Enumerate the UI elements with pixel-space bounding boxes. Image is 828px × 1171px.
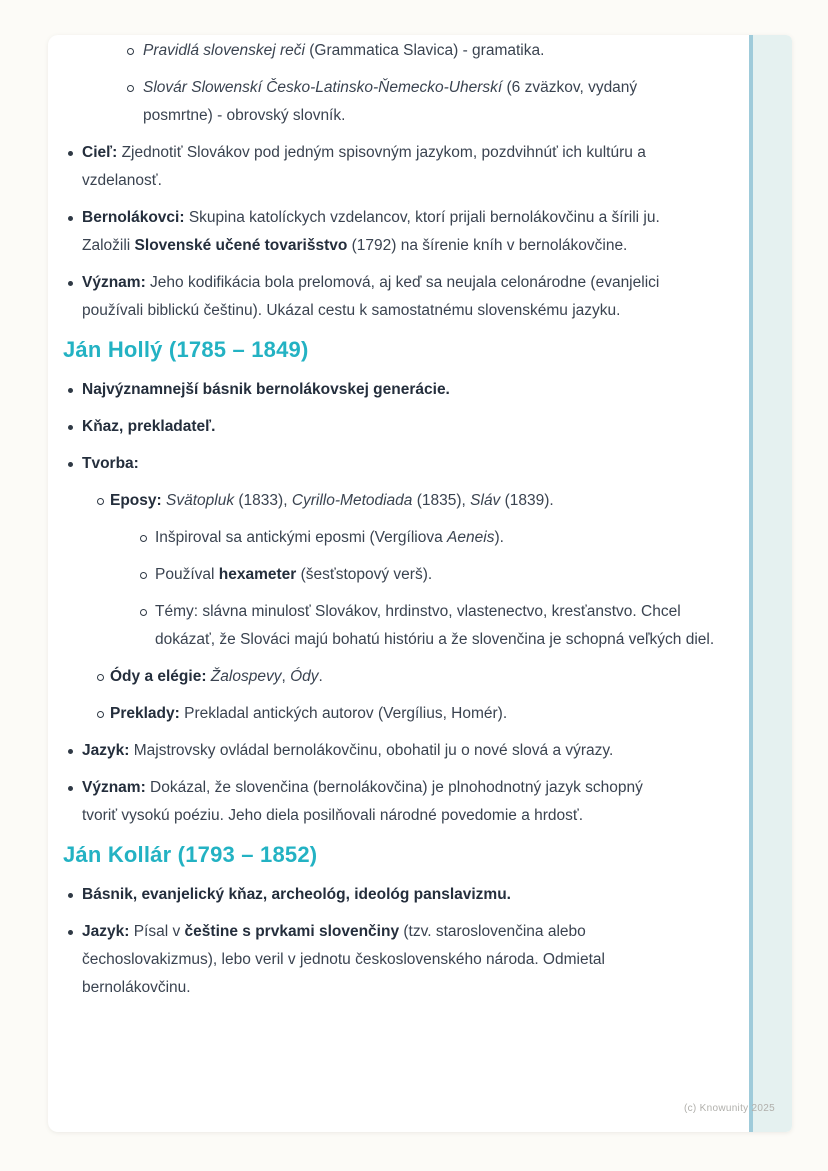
section-heading: Ján Hollý (1785 – 1849) [63,337,309,362]
list-item-text: Význam: Dokázal, že slovenčina (bernolákovčina) je plnohodnotný jazyk schopný tvoriť vysokú poéziu. Jeho diela posilňovali národné povedomie a hrdosť. [82,779,643,824]
bullet-dot-icon [68,774,82,791]
document-content [48,35,749,1011]
bullet-circle-icon [140,561,155,579]
accent-strip [749,35,792,1132]
bullet-circle-icon [127,74,143,92]
list-item-text: Ódy a elégie: Žalospevy, Ódy. [110,668,323,685]
list-item-text: Preklady: Prekladal antických autorov (Vergílius, Homér). [110,705,508,722]
list-item-text: Tvorba: [82,455,139,472]
list-item-text: Význam: Jeho kodifikácia bola prelomová, aj keď sa neujala celonárodne (evanjelici používali biblickú češtinu). Ukázal cestu k samostatnému slovenskému jazyku. [82,274,660,319]
bullet-dot-icon [68,918,82,935]
bullet-dot-icon [68,413,82,430]
list-item-text: Slovár Slowenskí Česko-Latinsko-Ňemecko-Uherskí (6 zväzkov, vydaný posmrtne) - obrovský slovník. [143,79,638,124]
list-item-text: Témy: slávna minulosť Slovákov, hrdinstvo, vlastenectvo, kresťanstvo. Chcel dokázať, že Slováci majú bohatú históriu a že slovenčina je schopná veľkých diel. [155,603,715,648]
bullet-dot-icon [68,450,82,467]
bullet-dot-icon [68,139,82,156]
list-item [48,204,749,260]
list-item-text: Jazyk: Majstrovsky ovládal bernolákovčinu, obohatil ju o nové slová a výrazy. [82,742,614,759]
list-item [48,269,749,325]
bullet-circle-icon [97,487,110,505]
bullet-circle-icon [97,663,110,681]
list-item [48,524,749,552]
section-heading: Ján Kollár (1793 – 1852) [63,842,318,867]
list-item-text: Kňaz, prekladateľ. [82,418,216,435]
bullet-dot-icon [68,737,82,754]
bullet-circle-icon [127,37,143,55]
list-item [48,881,749,909]
document-page [48,35,792,1132]
list-item [48,37,749,65]
list-item-text: Bernolákovci: Skupina katolíckych vzdelancov, ktorí prijali bernolákovčinu a šírili ju. Založili Slovenské učené tovarišstvo (1792) na šírenie kníh v bernolákovčine. [82,209,660,254]
footer-credit: (c) Knowunity 2025 [683,1103,775,1114]
list-item [48,376,749,404]
list-item-text: Inšpiroval sa antickými eposmi (Vergíliova Aeneis). [155,529,504,546]
list-item-text: Cieľ: Zjednotiť Slovákov pod jedným spisovným jazykom, pozdvihnúť ich kultúru a vzdelanosť. [82,144,646,189]
list-item [48,139,749,195]
bullet-dot-icon [68,881,82,898]
list-item [48,598,749,654]
list-item [48,487,749,515]
list-item-text: Používal hexameter (šesťstopový verš). [155,566,433,583]
list-item [48,737,749,765]
bullet-dot-icon [68,269,82,286]
list-item-text: Eposy: Svätopluk (1833), Cyrillo-Metodiada (1835), Sláv (1839). [110,492,554,509]
list-item [48,413,749,441]
list-item [48,918,749,1002]
bullet-dot-icon [68,376,82,393]
list-item-text: Najvýznamnejší básnik bernolákovskej generácie. [82,381,450,398]
bullet-circle-icon [140,598,155,616]
list-item [48,561,749,589]
list-item [48,74,749,130]
list-item-text: Pravidlá slovenskej reči (Grammatica Slavica) - gramatika. [143,42,545,59]
list-item-text: Básnik, evanjelický kňaz, archeológ, ideológ panslavizmu. [82,886,511,903]
bullet-dot-icon [68,204,82,221]
list-item [48,700,749,728]
bullet-circle-icon [140,524,155,542]
list-item-text: Jazyk: Písal v češtine s prvkami slovenčiny (tzv. staroslovenčina alebo čechoslovakizmus), lebo veril v jednotu československého národa. Odmietal bernolákovčinu. [82,923,605,996]
list-item [48,663,749,691]
list-item [48,450,749,478]
bullet-circle-icon [97,700,110,718]
list-item [48,774,749,830]
